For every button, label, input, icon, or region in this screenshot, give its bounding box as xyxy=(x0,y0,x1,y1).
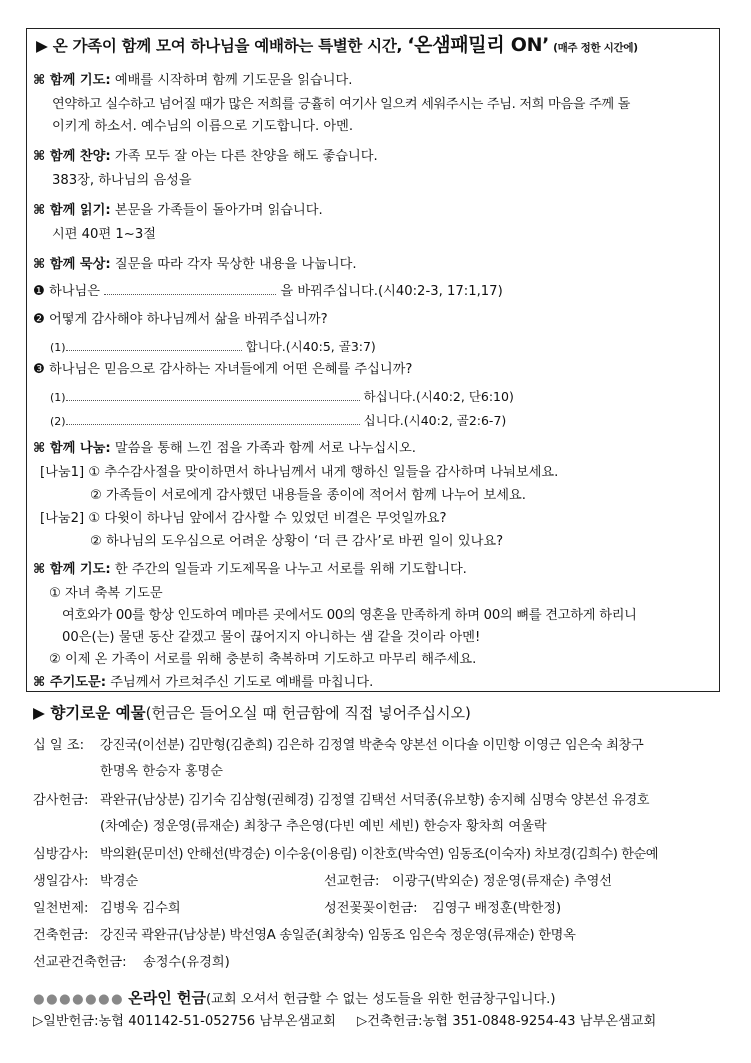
q3b-reference: 십니다.(시40:2, 골2:6-7) xyxy=(363,413,507,428)
meditation-q2: ❷ 어떻게 감사해야 하나님께서 삶을 바꿔주십니까? xyxy=(33,312,328,327)
meditation-desc: 질문을 따라 각자 묵상한 내용을 나눕니다. xyxy=(114,257,357,272)
mission-building-names: 송정수(유경희) xyxy=(143,955,230,970)
prayer2-heading xyxy=(33,561,467,579)
prayer-label: ⌘ 함께 기도: xyxy=(33,73,111,88)
prayer2-desc: 한 주간의 일들과 기도제목을 나누고 서로를 위해 기도합니다. xyxy=(114,562,467,577)
thanks-names-2: (차예순) 정운영(류재순) 최창구 추은영(다빈 예빈 세빈) 한승자 황차희 여울락 xyxy=(100,819,547,834)
child-blessing-line-1: 여호와가 00를 항상 인도하여 메마른 곳에서도 00의 영혼을 만족하게 하며 00의 뼈를 견고하게 하리니 xyxy=(62,608,637,623)
tithe-label: 십 일 조: xyxy=(33,738,85,753)
birthday-label: 생일감사: xyxy=(33,874,89,889)
first-offering-names: 김병욱 김수희 xyxy=(100,901,181,916)
reading-label: ⌘ 함께 읽기: xyxy=(33,203,111,218)
q3a-answer-blank[interactable] xyxy=(66,389,360,401)
meditation-label: ⌘ 함께 묵상: xyxy=(33,257,111,272)
sharing-desc: 말씀을 통해 느낀 점을 가족과 함께 서로 나누십시오. xyxy=(114,441,416,456)
meditation-heading xyxy=(33,256,357,274)
worship-title xyxy=(36,36,638,57)
worship-title-text: ▶ 온 가족이 함께 모여 하나님을 예배하는 특별한 시간, xyxy=(36,37,408,55)
lords-prayer xyxy=(33,674,373,692)
q3a-reference: 하십니다.(시40:2, 단6:10) xyxy=(363,389,514,404)
mission-label: 선교헌금: xyxy=(324,874,380,889)
building-label: 건축헌금: xyxy=(33,928,89,943)
praise-label: ⌘ 함께 찬양: xyxy=(33,149,111,164)
praise-desc: 가족 모두 잘 아는 다른 찬양을 해도 좋습니다. xyxy=(114,149,378,164)
q2a-answer-blank[interactable] xyxy=(66,339,242,351)
sharing-1-a-text: ① 추수감사절을 맞이하면서 하나님께서 내게 행하신 일들을 감사하며 나눠보세요. xyxy=(88,465,559,480)
online-title-text: 온라인 헌금 xyxy=(128,989,206,1007)
first-offering-label: 일천번제: xyxy=(33,901,89,916)
meditation-q3-answer-1 xyxy=(50,388,514,407)
thanks-label: 감사헌금: xyxy=(33,793,89,808)
flower-names: 김영구 배정훈(박한정) xyxy=(432,901,562,916)
q3a-number: (1) xyxy=(50,391,66,404)
worship-title-note: (매주 정한 시간에) xyxy=(553,42,638,54)
reading-passage: 시편 40편 1~3절 xyxy=(52,227,156,242)
tithe-names-1: 강진국(이선분) 김만형(김춘희) 김은하 김정열 박춘숙 양본선 이다솔 이민항 이영근 임은숙 최창구 xyxy=(100,738,644,753)
mission-building-label: 선교관건축헌금: xyxy=(33,955,127,970)
reading-desc: 본문을 가족들이 돌아가며 읽습니다. xyxy=(114,203,323,218)
lords-prayer-label: ⌘ 주기도문: xyxy=(33,675,107,690)
meditation-q3: ❸ 하나님은 믿음으로 감사하는 자녀들에게 어떤 은혜를 주십니까? xyxy=(33,362,413,377)
online-note: (교회 오셔서 헌금할 수 없는 성도들을 위한 헌금창구입니다.) xyxy=(205,992,556,1007)
q2a-number: (1) xyxy=(50,341,66,354)
building-offering-account: ▷건축헌금:농협 351-0848-9254-43 남부온샘교회 xyxy=(357,1014,657,1029)
q1-reference: 을 바꿔주십니다.(시40:2-3, 17:1,17) xyxy=(280,284,503,299)
prayer2-label: ⌘ 함께 기도: xyxy=(33,562,111,577)
prayer-heading xyxy=(33,72,352,90)
sharing-label: ⌘ 함께 나눔: xyxy=(33,441,111,456)
tithe-names-2: 한명옥 한승자 홍명순 xyxy=(100,764,224,779)
praise-heading xyxy=(33,148,378,166)
sharing-heading xyxy=(33,440,416,458)
sharing-1-tag: [나눔1] xyxy=(40,465,85,480)
praise-hymn: 383장, 하나님의 음성을 xyxy=(52,173,192,188)
visit-thanks-label: 심방감사: xyxy=(33,847,89,862)
sharing-1-a xyxy=(40,464,558,482)
meditation-q3-answer-2 xyxy=(50,412,506,431)
flower-label: 성전꽃꽂이헌금: xyxy=(324,901,418,916)
q3b-answer-blank[interactable] xyxy=(66,413,360,425)
prayer-desc: 예배를 시작하며 함께 기도문을 읽습니다. xyxy=(114,73,353,88)
prayer-line-1: 연약하고 실수하고 넘어질 때가 많은 저희를 긍휼히 여기사 일으켜 세워주시는 주님. 저희 마음을 주께 돌 xyxy=(52,97,630,112)
building-names: 강진국 곽완규(남상분) 박선영A 송일준(최창숙) 임동조 임은숙 정운영(류재순) 한명옥 xyxy=(100,928,576,943)
prayer2-item-2: ② 이제 온 가족이 서로를 위해 충분히 축복하며 기도하고 마무리 해주세요. xyxy=(49,652,477,667)
thanks-names-1: 곽완규(남상분) 김기숙 김삼형(권혜경) 김정열 김택선 서덕종(유보향) 송지혜 심명숙 양본선 유경호 xyxy=(100,793,650,808)
birthday-names: 박경순 xyxy=(100,874,139,889)
q3b-number: (2) xyxy=(50,415,66,428)
offering-title-text: ▶ 향기로운 예물 xyxy=(33,704,146,722)
offering-title-note: (헌금은 들어오실 때 헌금함에 직접 넣어주십시오) xyxy=(145,704,471,722)
sharing-1-b: ② 가족들이 서로에게 감사했던 내용들을 종이에 적어서 함께 나누어 보세요. xyxy=(90,488,526,503)
q1-text: ❶ 하나님은 xyxy=(33,284,100,299)
sharing-2-tag: [나눔2] xyxy=(40,511,85,526)
worship-brand: ‘온샘패밀리 ON’ xyxy=(407,34,550,56)
sharing-2-a xyxy=(40,510,446,528)
reading-heading xyxy=(33,202,323,220)
prayer-line-2: 이키게 하소서. 예수님의 이름으로 기도합니다. 아멘. xyxy=(52,119,354,134)
prayer2-item-1: ① 자녀 축복 기도문 xyxy=(49,586,163,601)
visit-thanks-names: 박의환(문미선) 안해선(박경순) 이수웅(이용림) 이찬호(박숙연) 임동조(이숙자) 차보경(김희수) 한순예 xyxy=(100,847,659,862)
child-blessing-line-2: 00은(는) 물댄 동산 같겠고 물이 끊어지지 아니하는 샘 같을 것이라 아멘! xyxy=(62,630,481,645)
mission-names: 이광구(박외순) 정운영(류재순) 추영선 xyxy=(392,874,613,889)
q2a-reference: 합니다.(시40:5, 골3:7) xyxy=(245,339,376,354)
q1-answer-blank[interactable] xyxy=(104,283,276,295)
meditation-q1 xyxy=(33,283,503,301)
online-offering-title xyxy=(33,989,556,1009)
meditation-q2-answer xyxy=(50,338,376,357)
sharing-2-a-text: ① 다윗이 하나님 앞에서 감사할 수 있었던 비결은 무엇일까요? xyxy=(88,511,447,526)
lords-prayer-desc: 주님께서 가르쳐주신 기도로 예배를 마칩니다. xyxy=(110,675,374,690)
general-offering-account: ▷일반헌금:농협 401142-51-052756 남부온샘교회 xyxy=(33,1014,336,1029)
sharing-2-b: ② 하나님의 도우심으로 어려운 상황이 ‘더 큰 감사’로 바뀐 일이 있나요? xyxy=(90,534,504,549)
offering-title xyxy=(33,704,471,722)
dots-icon: ●●●●●●● xyxy=(33,992,125,1007)
